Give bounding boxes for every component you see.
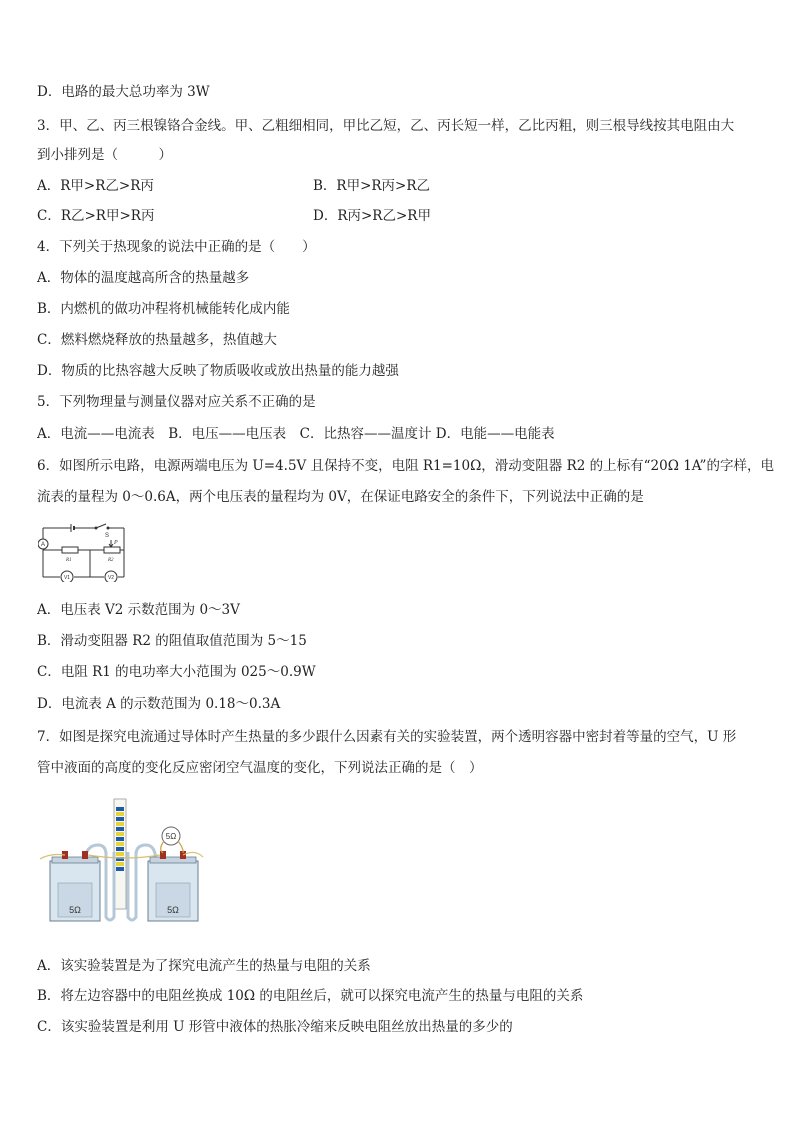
- q3-stem-line2: 到小排列是（ ）: [37, 147, 172, 163]
- q4-stem: 4．下列关于热现象的说法中正确的是（ ）: [37, 239, 316, 255]
- q4-option-a: A．物体的温度越高所含的热量越多: [37, 270, 250, 286]
- q6-stem-line2: 流表的量程为 0～0.6A，两个电压表的量程均为 0V，在保证电路安全的条件下，下列说法中正确的是: [37, 489, 644, 505]
- q5-options: A．电流——电流表 B．电压——电压表 C．比热容——温度计 D．电能——电能表: [37, 426, 555, 442]
- q2-option-d: D．电路的最大总功率为 3W: [37, 84, 210, 100]
- q6-stem-line1: 6．如图所示电路，电源两端电压为 U=4.5V 且保持不变，电阻 R1=10Ω，滑动变阻器 R2 的上标有“20Ω 1A”的字样，电: [37, 458, 774, 474]
- ammeter-label: A: [40, 542, 46, 548]
- q3-option-b: B．R甲>R丙>R乙: [313, 178, 431, 194]
- v1-label: V1: [63, 575, 71, 581]
- q5-stem: 5．下列物理量与测量仪器对应关系不正确的是: [37, 394, 316, 410]
- q3-option-d: D．R丙>R乙>R甲: [313, 208, 431, 224]
- u-tube-left: [106, 852, 114, 920]
- r1-label: R1: [66, 558, 72, 563]
- q7-stem-line1: 7．如图是探究电流通过导体时产生热量的多少跟什么因素有关的实验装置，两个透明容器中密封着等量的空气，U 形: [37, 729, 737, 745]
- v2-label: V2: [107, 575, 115, 581]
- q6-option-a: A．电压表 V2 示数范围为 0～3V: [37, 602, 240, 618]
- right-resistor-label: 5Ω: [167, 905, 179, 915]
- switch-label: S: [105, 533, 110, 539]
- q6-option-b: B．滑动变阻器 R2 的阻值取值范围为 5～15: [37, 633, 307, 649]
- circuit-diagram: [38, 520, 130, 582]
- q3-option-a: A．R甲>R乙>R丙: [37, 178, 154, 194]
- q7-option-b: B．将左边容器中的电阻丝换成 10Ω 的电阻丝后，就可以探究电流产生的热量与电阻的关系: [37, 988, 584, 1004]
- left-resistor-label: 5Ω: [69, 905, 81, 915]
- q6-option-d: D．电流表 A 的示数范围为 0.18～0.3A: [37, 696, 281, 712]
- joule-heating-apparatus: [40, 797, 205, 927]
- q3-stem-line1: 3．甲、乙、丙三根镍铬合金线。甲、乙粗细相同，甲比乙短，乙、丙长短一样，乙比丙粗，则三根导线按其电阻由大: [37, 118, 735, 134]
- q4-option-c: C．燃料燃烧释放的热量越多，热值越大: [37, 332, 277, 348]
- q7-option-a: A．该实验装置是为了探究电流产生的热量与电阻的关系: [37, 958, 371, 974]
- q4-option-b: B．内燃机的做功冲程将机械能转化成内能: [37, 301, 290, 317]
- q4-option-d: D．物质的比热容越大反映了物质吸收或放出热量的能力越强: [37, 363, 399, 379]
- slider-label: P: [114, 540, 118, 546]
- q6-option-c: C．电阻 R1 的电功率大小范围为 025～0.9W: [37, 664, 316, 680]
- u-tube-right: [128, 852, 136, 920]
- q7-stem-line2: 管中液面的高度的变化反应密闭空气温度的变化，下列说法正确的是（ ）: [37, 760, 483, 776]
- q3-option-c: C．R乙>R甲>R丙: [37, 208, 155, 224]
- q7-option-c: C．该实验装置是利用 U 形管中液体的热胀冷缩来反映电阻丝放出热量的多少的: [37, 1019, 513, 1035]
- external-resistor-label: 5Ω: [165, 832, 177, 841]
- r2-label: R2: [108, 558, 114, 563]
